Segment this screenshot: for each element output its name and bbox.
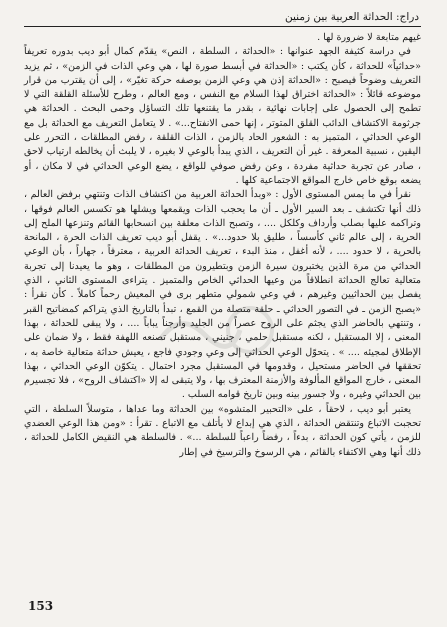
- page-number: 153: [28, 599, 54, 613]
- header-rule: [24, 26, 421, 27]
- paragraph: في دراسة كثيفة الجهد عنوانها : «الحداثة ، السلطة ، النص» يقدّم كمال أبو ديب بدوره تعريفاً «حداثياً» للحداثة ، كأن يكتب : «الحداثة في أبسط صورة لها ، هي وعي الذات في الزمن» ، ثم يزيد التعريف وضوحاً فيصبح : «الحداثة إذن هي وعي الزمن بوصفه حركة تغيّر» ، إلى أن يقترب من قرار موضوعه قائلاً : «الحداثة اختراق لهذا السلام مع النفس ، ومع العالم ، وطرح للأسئلة القلقة التي لا تطمح إلى الحصول على إجابات نهائية ، بقدر ما يقتنعها تلك التساؤل وحمى البحث . الحداثة هي جرثومة الاكتشاف الدائب القلق المتوتر ، إنها حمى الانفتاح...» . لا يتعامل التعريف مع الحداثة بل مع الوعي الحداثي ، المتميز به : الشعور الحاد بالزمن ، الذات القلقة ، رفض المطلقات ، التحرر على اليقين ، نسبية المعرفة . غير أن التعريف ، الذي يبدأ بالوعي لا بغيره ، لا يلبث أن يخالطه ارتياب لاحق ، صادر عن تجربة حداثية مفردة ، وعن رفض صوفي للواقع ، يضع الوعي الحداثي في لا مكان ، أو يضعه بوقع خاص خارج المواقع الاجتماعية كلها .: [24, 46, 421, 186]
- running-header: دراج: الحداثة العربية بين زمنين: [284, 11, 419, 23]
- paragraph: يعتبر أبو ديب ، لاحقاً ، على «التحبير المتشوه» بين الحداثة وما عداها ، متوسلاً السلطة ، التي تحجبت الاتباع وتنتقض الحداثة ، الذي هي إبداع لا يأتلف مع الاتباع . تقرأ : «ومن هذا الوعي العضدي للزمن ، يأتي كون الحداثة ، بدءاً ، رفضاً راعباً للسلطة ...» . فالسلطة هي النقيض الكامل للحداثة ، ذلك أنها وهي الاكتفاء بالقائم ، هي الرسوخ والترسيخ في إطار: [24, 403, 421, 458]
- body-text: [24, 31, 421, 460]
- paragraph: غيهم متابعة لا ضرورة لها .: [317, 32, 421, 43]
- paragraph: نقرأ في ما يمس المستوى الأول : «وبدأ الحداثة العربية من اكتشاف الذات وتنتهي برفض العالم ، ذلك أنها تكتشف ـ بعد السير الأول ـ أن ما يحجب الذات ويقمعها ويشلها هو تكسس العالم فوقها ، وتراكمه عليها بصلب وأرداف وكلكل .... ، وتصبح الذات معلقة بين انسحابها القائم وتنزعها الملح إلى الحرية ، إلى عالم ثاني كأسساً ، طليق بلا حدود...» . يقفل أبو ديب تعريف الذات الحرة ، المانحة بالحرية ، لا حدود .... ، لأنه أغفل ، منذ البدء ، تعريف الحداثة العربية ، معترفاً ، جهاراً ، بأن الوعي الحداثي من مرة الذين يختبرون سيرة الزمن وبتطيرون من المطلقات ، وهو ما يعيدنا إلى تجربة متعالية تعالج الحداثة انطلاقاً من وعيها الحداثي الخاص والمتميز . يتراءى المستوى الثاني ، الذي يفصل بين الحداثيين وغيرهم ، في وعي شمولي متطهر برى في المعيش رحماً كاملاً . كأن نقرأ : «يصبح الزمن ـ في التصور الحداثي ـ حلقة متصلة من القمع ، تبدأ بالتاريخ الذي يتراكم كمضاتيح القبر ، وتنتهي بالحاضر الذي يجثم على الروح عصراً من الجليد وأرجناً يباباً .... ، ولا يبقى للحداثة ، بهذا المعنى ، إلا المستقبل ، لكنه مستقبل حلمي ، جنيني ، مستقبل تصنعه اللهفة فقط ، ولا ضمان على الإطلاق لمجيئه .... » . يتحوّل الوعي الحداثي إلى وعي وجودي فاجع ، يعيش حداثة متعالية خاصة به ، تحققها في الحاضر مستحيل ، وقدومها في المستقبل مجرد احتمال . يتكوّن الوعي الحداثي ، بهذا المعنى ، خارج المواقع المألوفة والأزمنة المعترف بها ، ولا يتبقى له إلا «اكتشاف الروح» ، فلا تجسيرم بين الحداثي وغيره ، ولا جسور بينه وبين تاريخ قوامه السلب .: [24, 189, 421, 401]
